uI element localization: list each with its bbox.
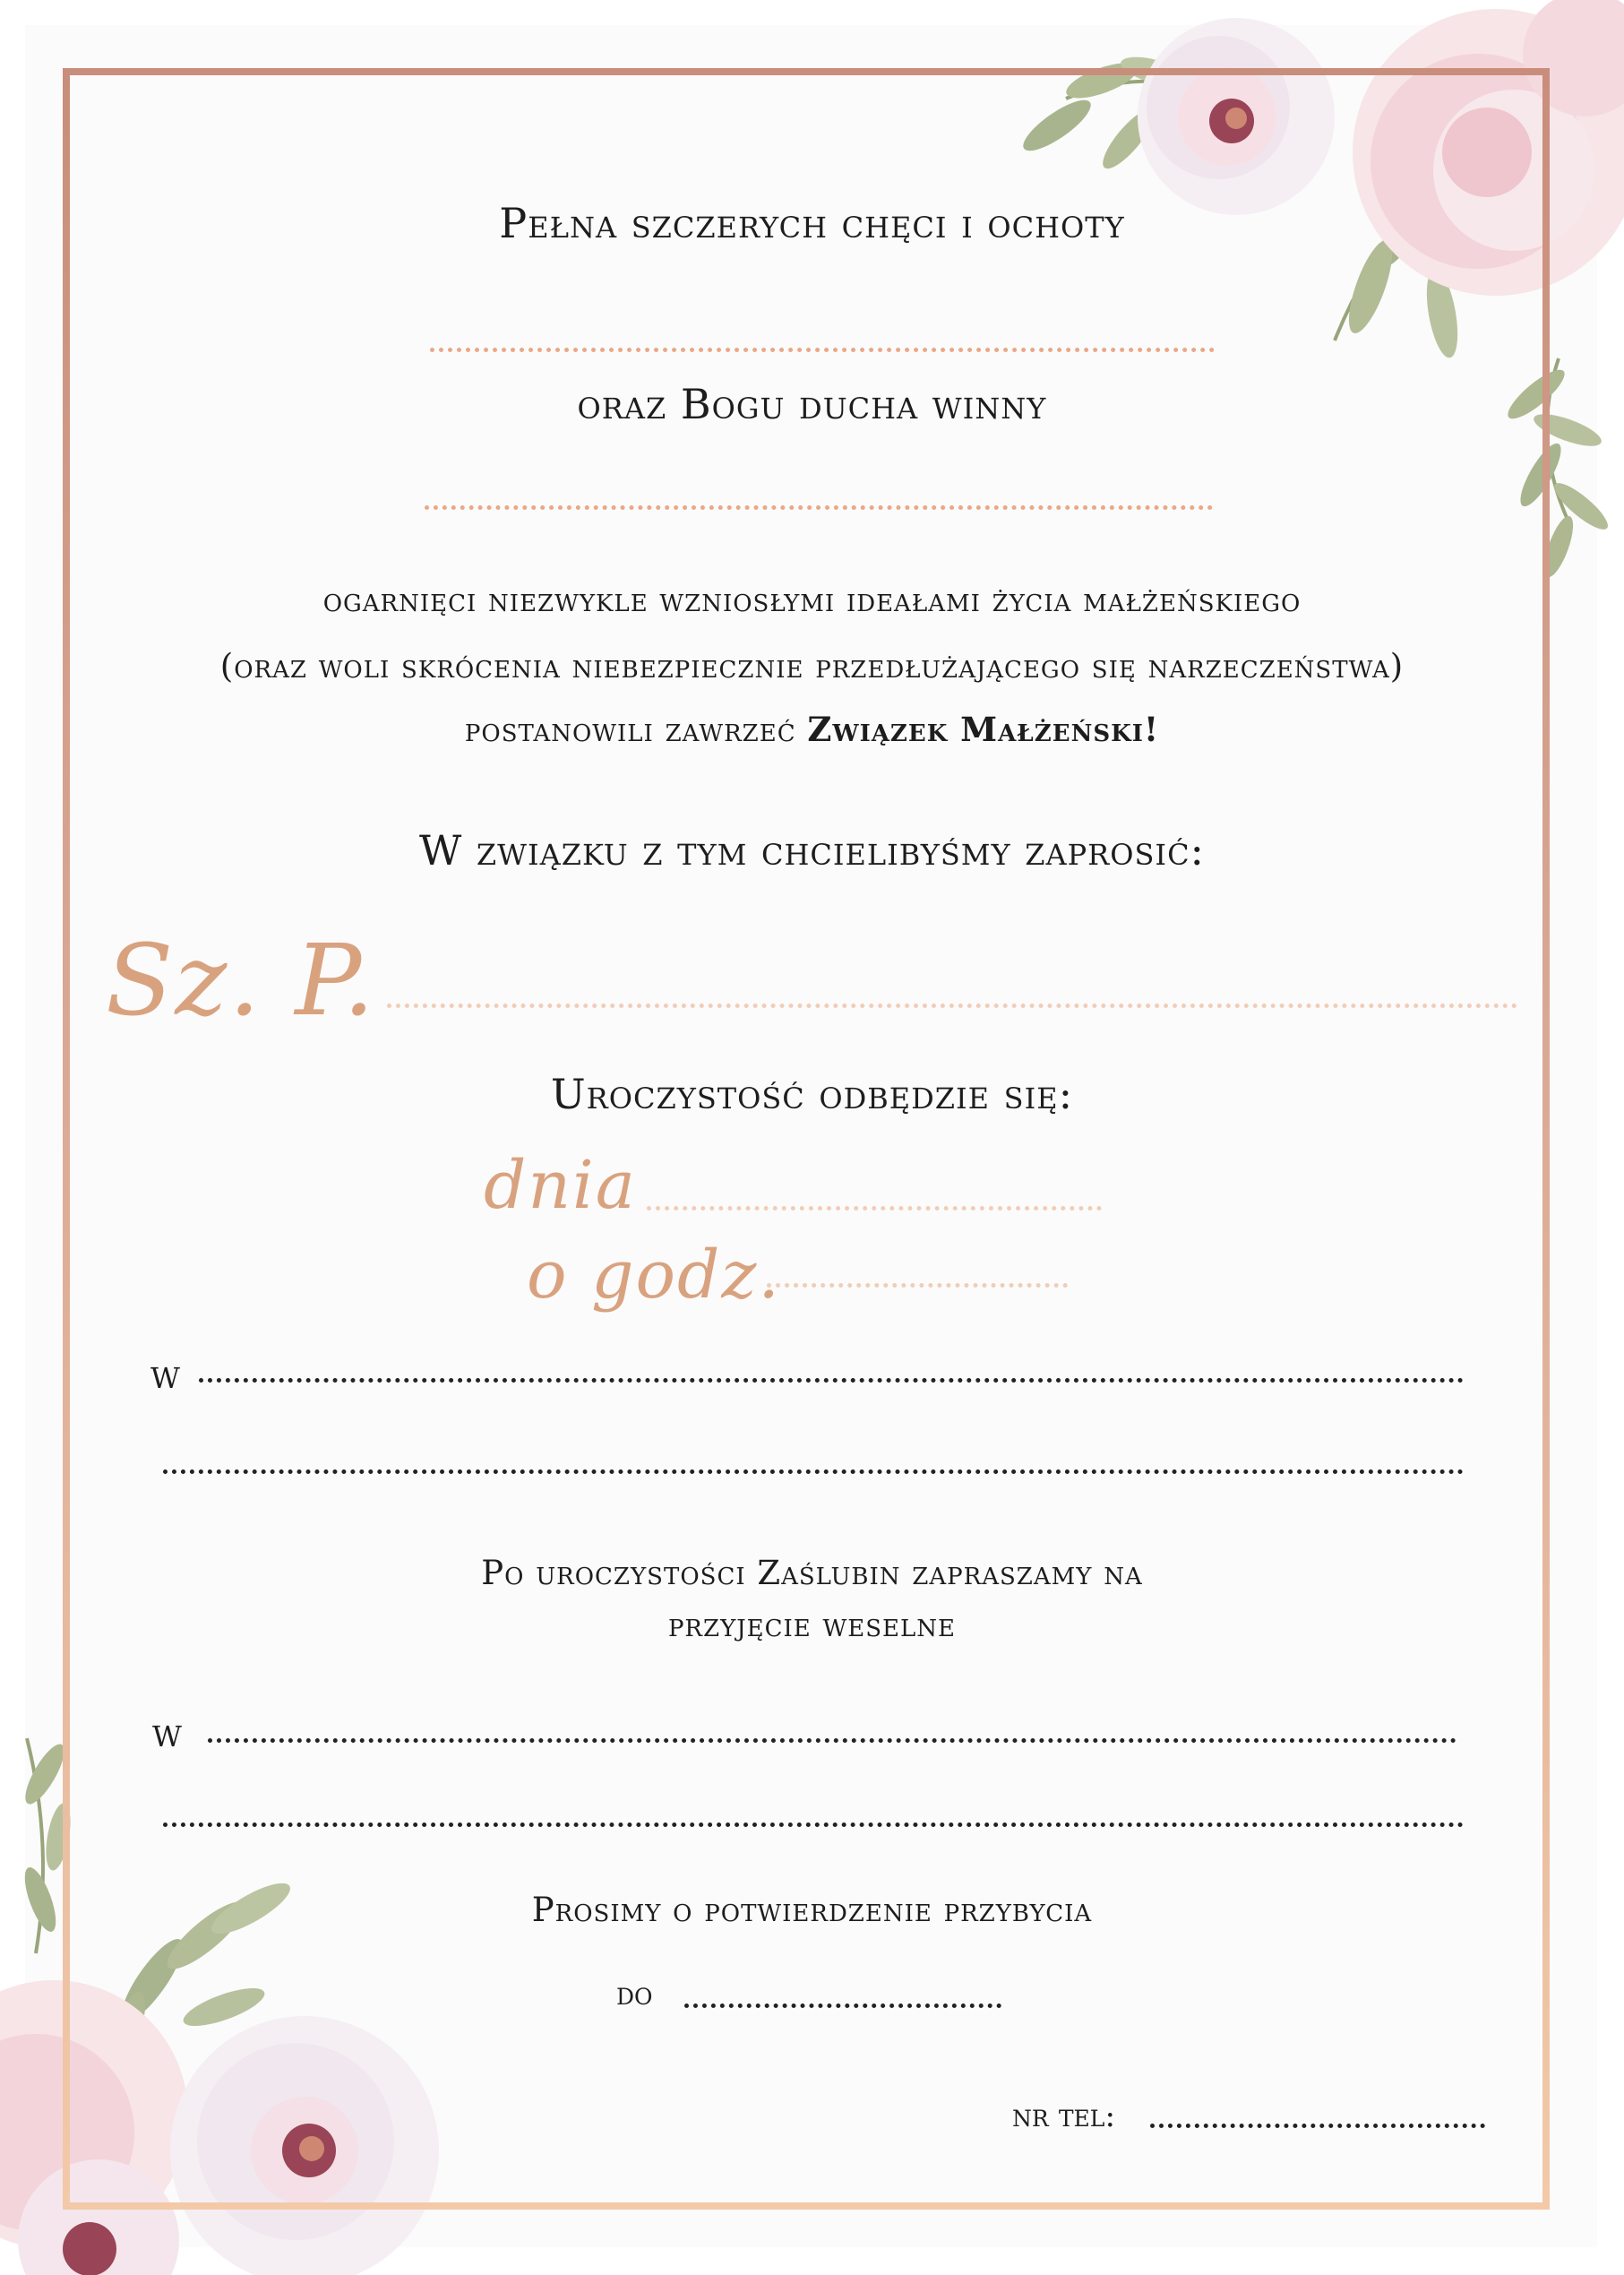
ceremony-place-field-1[interactable] [199,1378,1464,1383]
groom-name-field[interactable] [425,505,1213,510]
ceremony-place-label: w [150,1349,180,1398]
ceremony-place-field-2[interactable] [163,1469,1464,1474]
date-field[interactable] [647,1206,1102,1211]
paragraph-line-3-bold: Związek Małżeński! [807,710,1160,749]
time-script-label: o godz. [527,1237,781,1314]
rsvp-date-label: do [616,1977,653,2012]
guest-name-field[interactable] [387,1004,1517,1008]
paragraph-line-3 [0,710,1624,749]
invite-heading: W związku z tym chcielibyśmy zaprosić: [418,826,1206,875]
guest-script-label: Sz. P. [106,923,376,1038]
phone-label: nr tel: [1012,2098,1116,2134]
reception-place-label: w [152,1708,182,1756]
reception-place-field-1[interactable] [208,1738,1456,1743]
time-field[interactable] [767,1283,1068,1288]
reception-line-1: Po uroczystości Zaślubin zapraszamy na [481,1554,1143,1592]
ceremony-heading: Uroczystość odbędzie się: [550,1070,1074,1118]
bride-name-field[interactable] [430,348,1215,352]
rsvp-heading: Prosimy o potwierdzenie przybycia [531,1891,1093,1929]
paragraph-line-2: (oraz woli skrócenia niebezpiecznie przedłużającego się narzeczeństwa) [219,647,1405,685]
phone-field[interactable] [1150,2124,1485,2128]
rsvp-date-field[interactable] [684,2004,1001,2008]
paragraph-line-3-text: postanowili zawrzeć [464,711,808,749]
paragraph-line-1: ogarnięci niezwykle wzniosłymi ideałami życia małżeńskiego [322,581,1302,619]
date-script-label: dnia [484,1147,637,1224]
intro-line-2: oraz Bogu ducha winny [577,380,1047,428]
reception-line-2: przyjęcie weselne [667,1606,957,1644]
intro-line-1: Pełna szczerych chęci i ochoty [499,199,1125,247]
reception-place-field-2[interactable] [163,1823,1464,1827]
